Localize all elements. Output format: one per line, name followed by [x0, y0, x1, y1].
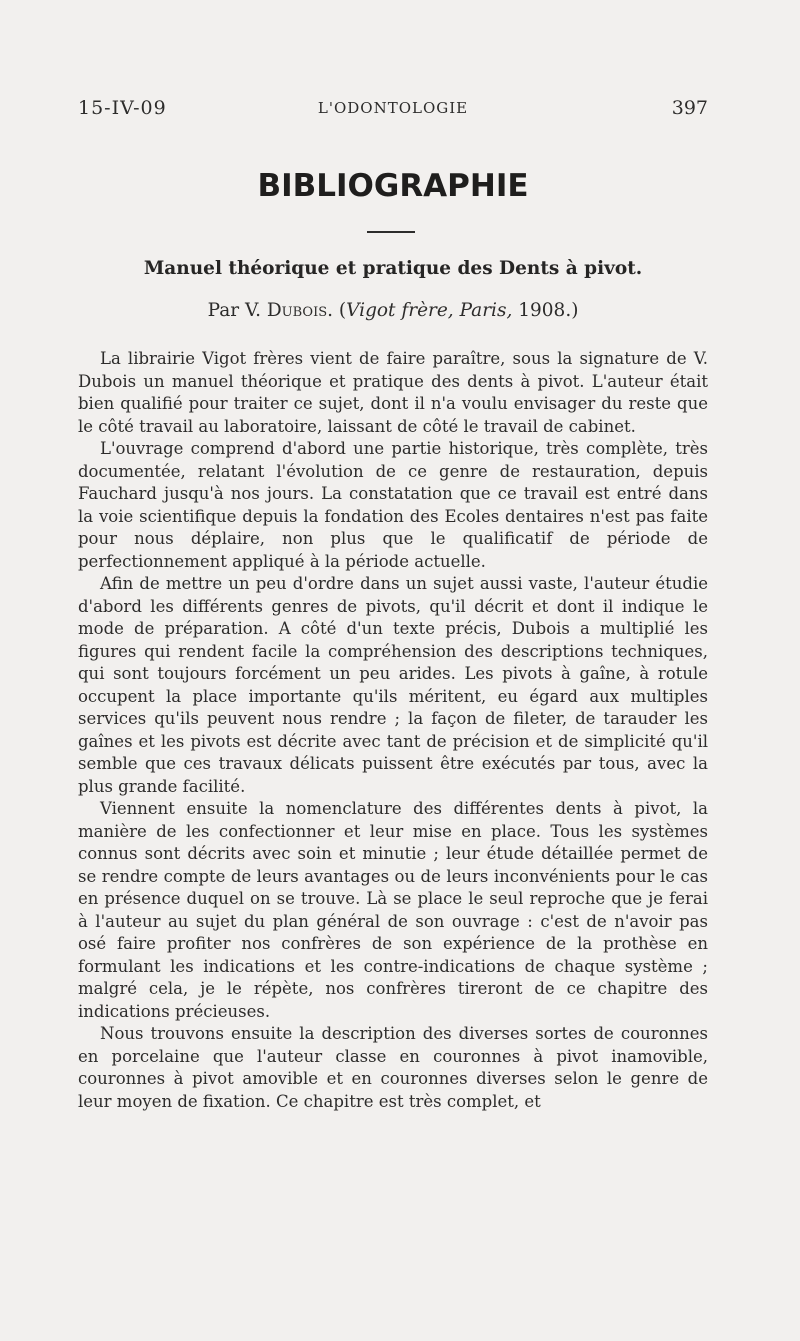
title-divider — [367, 231, 415, 233]
book-author: Dubois — [266, 300, 328, 321]
book-byline — [0, 300, 786, 321]
paragraph: Afin de mettre un peu d'ordre dans un sujet aussi vaste, l'auteur étudie d'abord les différents genres de pivots, qu'il décrit et dont il indique le mode de préparation. A côté d'un texte précis, Dubois a multiplié les figures qui rendent facile la compréhension des descriptions techniques, qui sont toujours forcément un peu arides. Les pivots à gaîne, à rotule occupent la place importante qu'ils méritent, eu égard aux multiples services qu'ils peuvent nous rendre ; la façon de fileter, de tarauder les gaînes et les pivots est décrite avec tant de précision et de simplicité qu'il semble que ces travaux délicats puissent être exécutés par tous, avec la plus grande facilité. — [78, 574, 708, 796]
byline-prefix: Par V. — [207, 300, 267, 321]
page-number: 397 — [671, 97, 708, 119]
paragraph: L'ouvrage comprend d'abord une partie historique, très complète, très documentée, relatant l'évolution de ce genre de restauration, depuis Fauchard jusqu'à nos jours. La constatation que ce travail est entré dans la voie scientifique depuis la fondation des Ecoles dentaires n'est pas faite pour nous déplaire, non plus que le qualificatif de période de perfectionnement appliqué à la période actuelle. — [78, 439, 708, 571]
byline-separator: . ( — [327, 300, 347, 321]
paragraph: La librairie Vigot frères vient de faire paraître, sous la signature de V. Dubois un manuel théorique et pratique des dents à pivot. L'auteur était bien qualifié pour traiter ce sujet, dont il n'a voulu envisager du reste que le côté travail au laboratoire, laissant de côté le travail de cabinet. — [78, 349, 708, 436]
running-header — [78, 95, 708, 125]
review-body — [78, 348, 708, 1113]
issue-date: 15-IV-09 — [78, 97, 167, 119]
paragraph: Nous trouvons ensuite la description des diverses sortes de couronnes en porcelaine que l'auteur classe en couronnes à pivot inamovible, couronnes à pivot amovible et en couronnes diverses selon le genre de leur moyen de fixation. Ce chapitre est très complet, et — [78, 1024, 708, 1111]
section-title: BIBLIOGRAPHIE — [257, 168, 529, 204]
journal-name: L'ODONTOLOGIE — [317, 99, 469, 117]
paragraph: Viennent ensuite la nomenclature des différentes dents à pivot, la manière de les confectionner et leur mise en place. Tous les systèmes connus sont décrits avec soin et minutie ; leur étude détaillée permet de se rendre compte de leurs avantages ou de leurs inconvénients pour le cas en présence duquel on se trouve. Là se place le seul reproche que je ferai à l'auteur au sujet du plan général de son ouvrage : c'est de n'avoir pas osé faire profiter nos confrères de son expérience de la prothèse en formulant les indications et les contre-indications de chaque système ; malgré cela, je le répète, nos confrères tireront de ce chapitre des indications précieuses. — [78, 799, 708, 1021]
book-publisher: Vigot frère, Paris, — [346, 300, 513, 321]
book-year: 1908.) — [512, 300, 579, 321]
reviewed-book-title: Manuel théorique et pratique des Dents à pivot. — [143, 258, 643, 279]
